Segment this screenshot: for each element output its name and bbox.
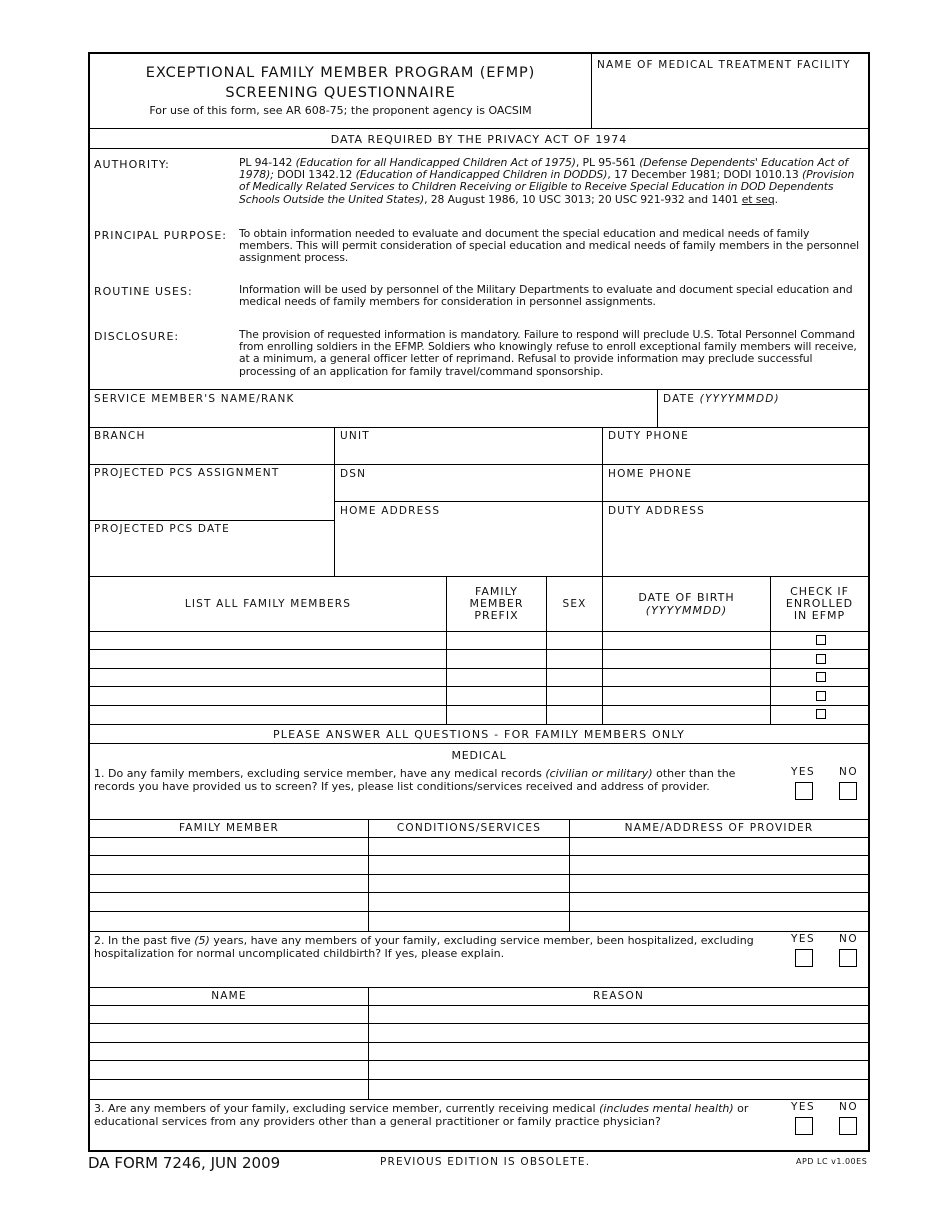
form-title: EXCEPTIONAL FAMILY MEMBER PROGRAM (EFMP) xyxy=(145,65,536,81)
efmp-checkbox[interactable] xyxy=(816,709,826,719)
table-row[interactable] xyxy=(90,1043,868,1060)
pcs-assignment-field[interactable] xyxy=(94,482,330,518)
home-phone-label: HOME PHONE xyxy=(608,468,693,480)
q3-no-checkbox[interactable] xyxy=(839,1117,857,1135)
form-number: DA FORM 7246, JUN 2009 xyxy=(88,1154,281,1172)
family-col-efmp: CHECK IF ENROLLED IN EFMP xyxy=(785,585,854,622)
table-row[interactable] xyxy=(90,706,868,723)
duty-address-field[interactable] xyxy=(608,520,864,572)
disclosure-label: DISCLOSURE: xyxy=(94,330,180,343)
yes-label: YES xyxy=(791,1101,816,1113)
form-subtitle: SCREENING QUESTIONNAIRE xyxy=(225,85,456,101)
authority-text: PL 94-142 (Education for all Handicapped Children Act of 1975), PL 95-561 (Defense Dependents' Education Act of 1978); DODI 1342.12 (Education of Handicapped Children in DODDS), 17 December 1981; DODI 1010.13 (Provision of Medically Related Services to Children Receiving or Eligible to Receive Special Education in DOD Dependents Schools Outside the United States), 28 August 1986, 10 USC 3013; 20 USC 921-932 and 1401 et seq. xyxy=(239,156,855,206)
authority-label: AUTHORITY: xyxy=(94,158,170,171)
privacy-heading: DATA REQUIRED BY THE PRIVACY ACT OF 1974 xyxy=(330,133,628,146)
date-label: DATE (YYYYMMDD) xyxy=(663,393,780,405)
table-row[interactable] xyxy=(90,856,868,873)
purpose-label: PRINCIPAL PURPOSE: xyxy=(94,229,228,242)
q2-no-checkbox[interactable] xyxy=(839,949,857,967)
q3-yes-checkbox[interactable] xyxy=(795,1117,813,1135)
question-2-text: 2. In the past five (5) years, have any members of your family, excluding service member, been hospitalized, excluding hospitalization for normal uncomplicated childbirth? If yes, please explain. xyxy=(94,934,754,960)
date-field[interactable] xyxy=(663,408,863,426)
no-label: NO xyxy=(839,933,859,945)
member-name-field[interactable] xyxy=(94,408,652,426)
table-row[interactable] xyxy=(90,1024,868,1041)
efmp-checkbox[interactable] xyxy=(816,654,826,664)
family-col-sex: SEX xyxy=(562,598,587,610)
q1-no-checkbox[interactable] xyxy=(839,782,857,800)
table-row[interactable] xyxy=(90,912,868,930)
unit-field[interactable] xyxy=(340,445,598,463)
q1-col-family-member: FAMILY MEMBER xyxy=(178,822,280,834)
family-col-name: LIST ALL FAMILY MEMBERS xyxy=(184,598,352,610)
form-proponent-note: For use of this form, see AR 608-75; the proponent agency is OACSIM xyxy=(149,104,532,117)
table-row[interactable] xyxy=(90,893,868,910)
q2-col-reason: REASON xyxy=(592,990,645,1002)
duty-address-label: DUTY ADDRESS xyxy=(608,505,705,517)
duty-phone-label: DUTY PHONE xyxy=(608,430,689,442)
pcs-date-label: PROJECTED PCS DATE xyxy=(94,523,231,535)
pcs-assignment-label: PROJECTED PCS ASSIGNMENT xyxy=(94,467,280,479)
routine-uses-label: ROUTINE USES: xyxy=(94,285,193,298)
routine-uses-text: Information will be used by personnel of the Military Departments to evaluate and document special education and medical needs of family members for consideration in personnel assignments. xyxy=(239,283,853,309)
q2-yes-checkbox[interactable] xyxy=(795,949,813,967)
q1-col-provider: NAME/ADDRESS OF PROVIDER xyxy=(624,822,814,834)
efmp-checkbox[interactable] xyxy=(816,672,826,682)
family-col-dob: DATE OF BIRTH (YYYYMMDD) xyxy=(638,591,735,617)
unit-label: UNIT xyxy=(340,430,370,442)
duty-phone-field[interactable] xyxy=(608,445,864,463)
table-row[interactable] xyxy=(90,838,868,855)
edition-note: PREVIOUS EDITION IS OBSOLETE. xyxy=(380,1156,591,1168)
pcs-date-field[interactable] xyxy=(94,538,330,572)
facility-field[interactable] xyxy=(597,76,865,124)
question-3-text: 3. Are any members of your family, excluding service member, currently receiving medical (includes mental health) or educational services from any providers other than a general practitioner or family practice physician? xyxy=(94,1102,749,1128)
q1-col-conditions: CONDITIONS/SERVICES xyxy=(396,822,542,834)
q1-yes-checkbox[interactable] xyxy=(795,782,813,800)
efmp-form xyxy=(88,52,870,1152)
q2-col-name: NAME xyxy=(211,990,247,1002)
table-row[interactable] xyxy=(90,1080,868,1098)
question-1-text: 1. Do any family members, excluding service member, have any medical records (civilian or military) other than the records you have provided us to screen? If yes, please list conditions/services received and address of provider. xyxy=(94,767,736,793)
home-address-label: HOME ADDRESS xyxy=(340,505,441,517)
table-row[interactable] xyxy=(90,1006,868,1023)
table-row[interactable] xyxy=(90,669,868,686)
efmp-checkbox[interactable] xyxy=(816,635,826,645)
disclosure-text: The provision of requested information is mandatory. Failure to respond will preclude U.S. Total Personnel Command from enrolling soldiers in the EFMP. Soldiers who knowingly refuse to enroll exceptional family members will receive, at a minimum, a general officer letter of reprimand. Refusal to provide information may preclude successful processing of an application for family travel/command sponsorship. xyxy=(239,328,857,378)
branch-field[interactable] xyxy=(94,445,330,463)
facility-label: NAME OF MEDICAL TREATMENT FACILITY xyxy=(597,59,851,71)
table-row[interactable] xyxy=(90,650,868,667)
home-phone-field[interactable] xyxy=(608,483,864,501)
purpose-text: To obtain information needed to evaluate and document the special education and medical needs of family members. This will permit consideration of special education and medical needs of family members in the personnel assignment process. xyxy=(239,227,860,265)
version-label: APD LC v1.00ES xyxy=(796,1157,868,1166)
yes-label: YES xyxy=(791,766,816,778)
dsn-label: DSN xyxy=(340,468,367,480)
no-label: NO xyxy=(839,766,859,778)
table-row[interactable] xyxy=(90,687,868,704)
questions-banner: PLEASE ANSWER ALL QUESTIONS - FOR FAMILY MEMBERS ONLY xyxy=(272,728,686,741)
table-row[interactable] xyxy=(90,875,868,892)
family-col-prefix: FAMILY MEMBER PREFIX xyxy=(469,585,524,622)
table-row[interactable] xyxy=(90,1061,868,1078)
table-row[interactable] xyxy=(90,632,868,649)
yes-label: YES xyxy=(791,933,816,945)
no-label: NO xyxy=(839,1101,859,1113)
efmp-checkbox[interactable] xyxy=(816,691,826,701)
medical-section-title: MEDICAL xyxy=(451,749,507,762)
branch-label: BRANCH xyxy=(94,430,146,442)
member-name-label: SERVICE MEMBER'S NAME/RANK xyxy=(94,393,295,405)
home-address-field[interactable] xyxy=(340,520,598,572)
dsn-field[interactable] xyxy=(340,483,598,501)
